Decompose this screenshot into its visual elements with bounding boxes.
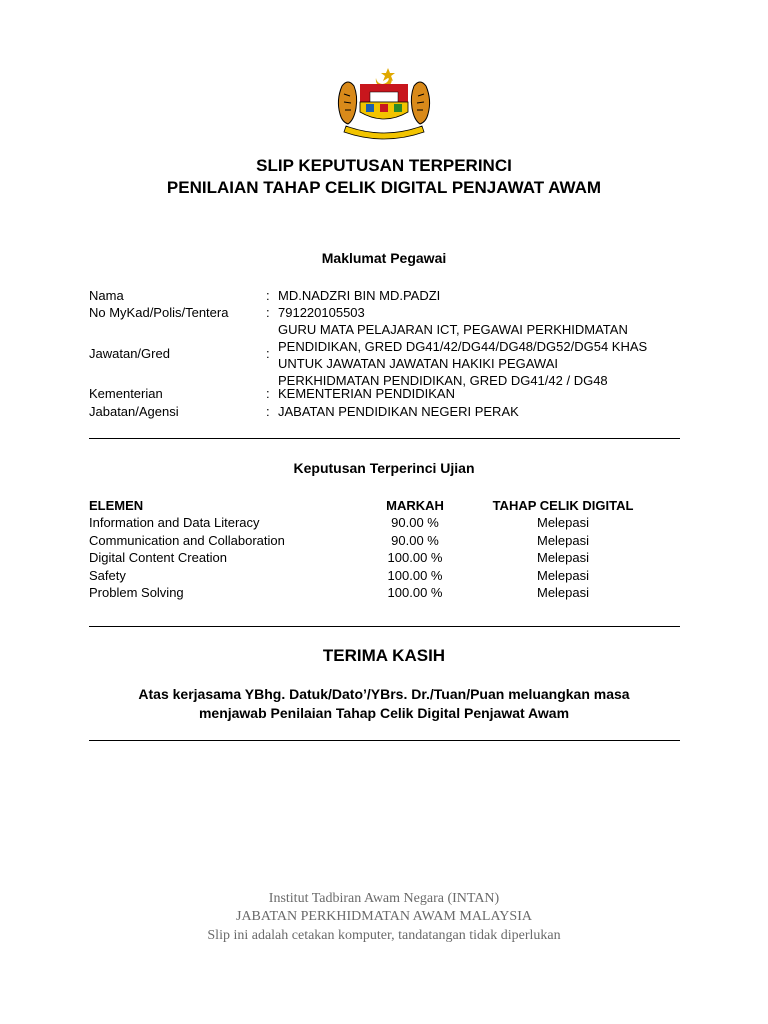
coat-of-arms-emblem — [330, 64, 438, 142]
footer-institution: Institut Tadbiran Awam Negara (INTAN) — [268, 891, 500, 906]
colon: : — [266, 386, 270, 401]
divider — [89, 438, 680, 439]
result-elemen: Safety — [89, 568, 126, 583]
divider — [89, 740, 680, 741]
result-markah: 90.00 % — [391, 533, 439, 548]
result-tahap: Melepasi — [536, 550, 590, 565]
value-kementerian: KEMENTERIAN PENDIDIKAN — [278, 386, 455, 401]
result-elemen: Problem Solving — [89, 585, 184, 600]
footer-note: Slip ini adalah cetakan komputer, tandatangan tidak diperlukan — [207, 928, 561, 943]
result-markah: 100.00 % — [387, 568, 443, 583]
section-heading-results: Keputusan Terperinci Ujian — [293, 460, 475, 476]
result-tahap: Melepasi — [536, 533, 590, 548]
label-mykad: No MyKad/Polis/Tentera — [89, 305, 229, 320]
colon: : — [266, 346, 270, 361]
value-jawatan-line: PENDIDIKAN, GRED DG41/42/DG44/DG48/DG52/DG54 KHAS — [278, 339, 648, 354]
colon: : — [266, 305, 270, 320]
colon: : — [266, 288, 270, 303]
thanks-message-line: Atas kerjasama YBhg. Datuk/Dato’/YBrs. Dr./Tuan/Puan meluangkan masa — [138, 686, 630, 702]
result-tahap: Melepasi — [536, 568, 590, 583]
label-jabatan: Jabatan/Agensi — [89, 404, 179, 419]
colon: : — [266, 404, 270, 419]
section-heading-officer-info: Maklumat Pegawai — [321, 250, 447, 266]
result-elemen: Information and Data Literacy — [89, 515, 260, 530]
footer-department: JABATAN PERKHIDMATAN AWAM MALAYSIA — [236, 909, 532, 924]
value-jawatan-line: UNTUK JAWATAN JAWATAN HAKIKI PEGAWAI — [278, 356, 558, 371]
header-tahap: TAHAP CELIK DIGITAL — [492, 498, 634, 513]
header-markah: MARKAH — [386, 498, 444, 513]
slip-title: SLIP KEPUTUSAN TERPERINCI — [256, 156, 512, 175]
value-jabatan: JABATAN PENDIDIKAN NEGERI PERAK — [278, 404, 519, 419]
divider — [89, 626, 680, 627]
header-elemen: ELEMEN — [89, 498, 144, 513]
result-markah: 100.00 % — [387, 550, 443, 565]
result-elemen: Digital Content Creation — [89, 550, 228, 565]
result-tahap: Melepasi — [536, 585, 590, 600]
label-kementerian: Kementerian — [89, 386, 163, 401]
value-jawatan-line: PERKHIDMATAN PENDIDIKAN, GRED DG41/42 / DG48 — [278, 373, 608, 388]
result-tahap: Melepasi — [536, 515, 590, 530]
value-nama: MD.NADZRI BIN MD.PADZI — [278, 288, 441, 303]
thanks-heading: TERIMA KASIH — [322, 646, 446, 665]
result-markah: 100.00 % — [387, 585, 443, 600]
label-jawatan: Jawatan/Gred — [89, 346, 170, 361]
slip-subtitle: PENILAIAN TAHAP CELIK DIGITAL PENJAWAT AWAM — [166, 178, 602, 197]
thanks-message-line: menjawab Penilaian Tahap Celik Digital Penjawat Awam — [198, 705, 570, 721]
result-elemen: Communication and Collaboration — [89, 533, 285, 548]
value-jawatan — [278, 321, 647, 389]
value-mykad: 791220105503 — [278, 305, 365, 320]
result-markah: 90.00 % — [391, 515, 439, 530]
value-jawatan-line: GURU MATA PELAJARAN ICT, PEGAWAI PERKHIDMATAN — [278, 322, 628, 337]
label-nama: Nama — [89, 288, 124, 303]
